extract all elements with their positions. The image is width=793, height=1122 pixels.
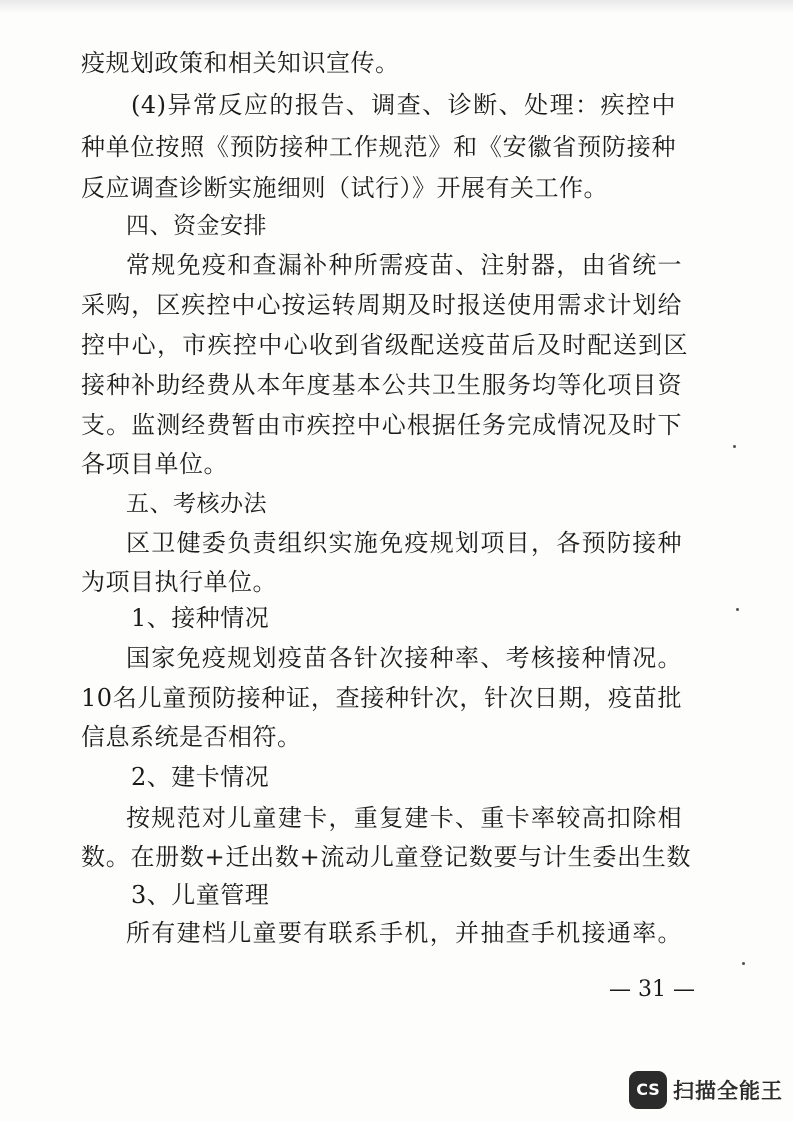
text-line-14: 为项目执行单位。 (81, 568, 277, 596)
text-line-3: 种单位按照《预防接种工作规范》和《安徽省预防接种 (81, 133, 676, 161)
section-heading-assessment: 五、考核办法 (126, 491, 267, 517)
text-line-20: 按规范对儿童建卡，重复建卡、重卡率较高扣除相 (126, 804, 682, 832)
subheading-vaccination: 1、接种情况 (131, 604, 270, 632)
page-number: — 31 — (609, 977, 695, 1002)
section-heading-funding: 四、资金安排 (126, 213, 267, 239)
scanner-watermark (629, 1070, 783, 1110)
subheading-child-management: 3、儿童管理 (131, 881, 270, 909)
text-line-21: 数。在册数+迁出数+流动儿童登记数要与计生委出生数 (81, 843, 691, 871)
text-line-2: (4)异常反应的报告、调查、诊断、处理：疾控中 (131, 91, 676, 119)
text-line-1: 疫规划政策和相关知识宣传。 (81, 49, 400, 77)
text-line-6: 常规免疫和查漏补种所需疫苗、注射器，由省统一 (126, 251, 682, 279)
text-line-4: 反应调查诊断实施细则（试行）》开展有关工作。 (81, 174, 608, 202)
text-line-23: 所有建档儿童要有联系手机，并抽查手机接通率。 (126, 919, 682, 947)
text-line-11: 各项目单位。 (81, 450, 228, 478)
scan-speck (736, 608, 739, 611)
text-line-9: 接种补助经费从本年度基本公共卫生服务均等化项目资 (81, 371, 682, 399)
scan-top-edge (0, 0, 793, 14)
text-line-10: 支。监测经费暂由市疾控中心根据任务完成情况及时下 (81, 411, 682, 439)
text-line-16: 国家免疫规划疫苗各针次接种率、考核接种情况。 (126, 644, 682, 672)
scan-speck (733, 445, 736, 448)
text-line-17: 10名儿童预防接种证，查接种针次，针次日期，疫苗批 (81, 684, 682, 712)
watermark-app-name: 扫描全能王 (673, 1079, 783, 1103)
text-line-18: 信息系统是否相符。 (81, 723, 302, 751)
text-line-7: 采购，区疾控中心按运转周期及时报送使用需求计划给 (81, 291, 682, 319)
scan-speck (742, 962, 745, 965)
text-line-13: 区卫健委负责组织实施免疫规划项目，各预防接种 (126, 529, 682, 557)
text-line-8: 控中心，市疾控中心收到省级配送疫苗后及时配送到区 (81, 331, 688, 359)
subheading-card: 2、建卡情况 (131, 763, 270, 791)
camscanner-logo: CS (629, 1071, 667, 1109)
